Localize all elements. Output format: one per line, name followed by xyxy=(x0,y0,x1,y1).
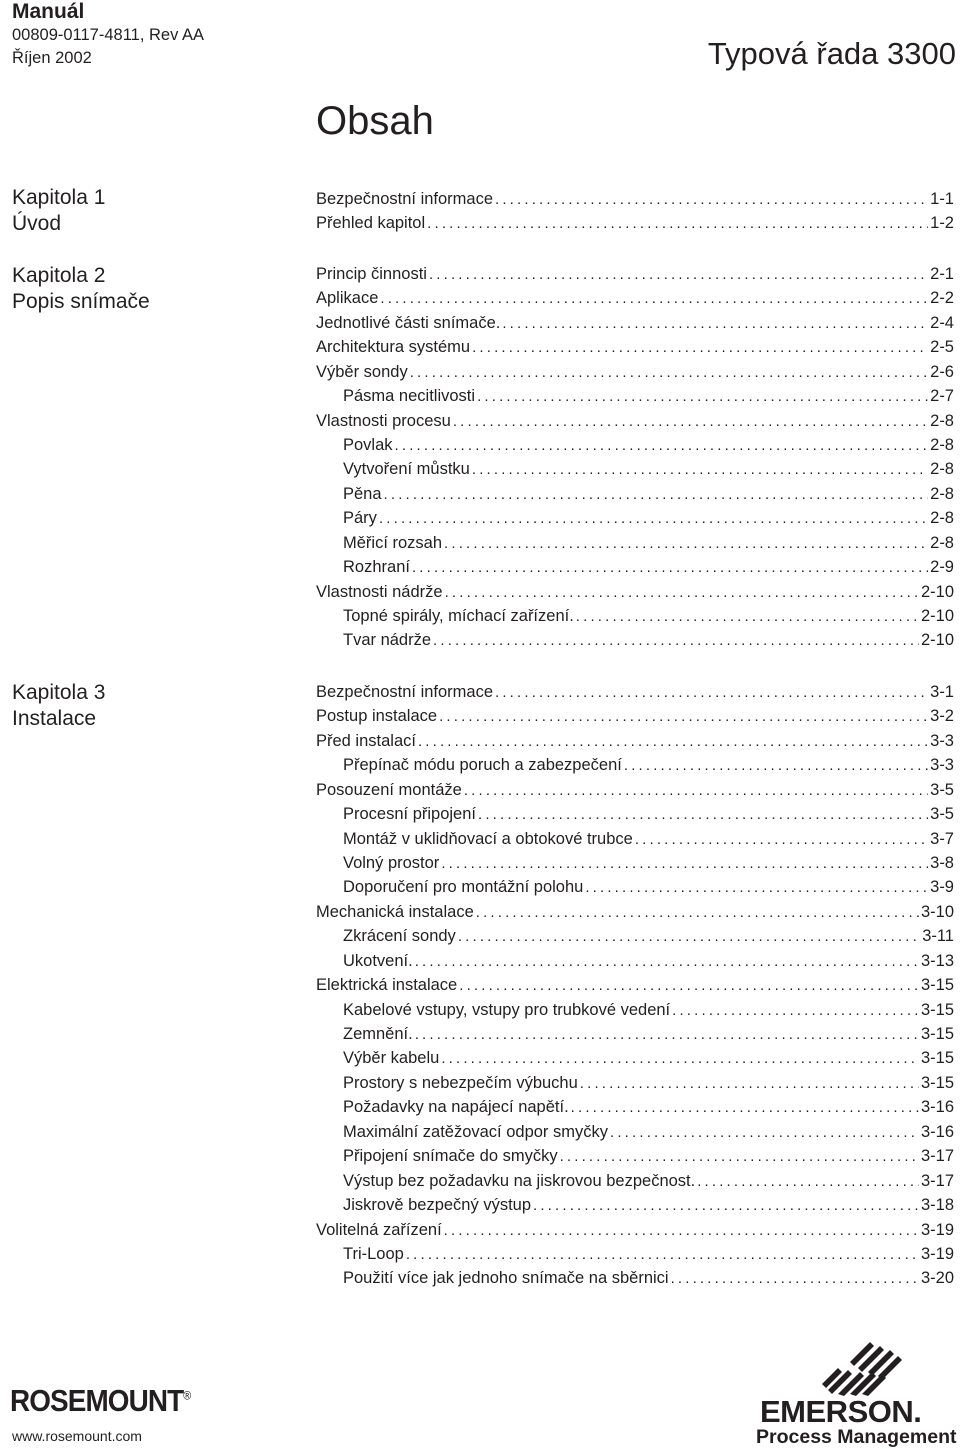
chapter-1-heading xyxy=(12,185,105,237)
toc-entry-title: Maximální zatěžovací odpor smyčky xyxy=(343,1122,609,1141)
chapter-2-name: Popis snímače xyxy=(12,290,150,313)
series-title: Typová řada 3300 xyxy=(707,36,956,71)
toc-entry-page: 2-2 xyxy=(930,289,954,308)
toc-entry-title: Použití více jak jednoho snímače na sběrnici xyxy=(343,1269,669,1288)
dot-leader xyxy=(472,336,928,359)
table-of-contents xyxy=(316,187,954,1291)
dot-leader xyxy=(415,1023,919,1046)
toc-entry[interactable] xyxy=(316,729,954,753)
dot-leader xyxy=(495,681,928,704)
toc-entry-page: 3-17 xyxy=(920,1171,954,1190)
dot-leader xyxy=(533,1194,919,1217)
dot-leader xyxy=(635,828,928,851)
dot-leader xyxy=(495,188,928,211)
dot-leader xyxy=(410,361,928,384)
toc-entry[interactable] xyxy=(316,531,954,555)
toc-entry[interactable] xyxy=(316,286,954,310)
dot-leader xyxy=(427,212,928,235)
toc-entry-title: Princip činnosti xyxy=(316,264,427,283)
rosemount-logo-text: ROSEMOUNT xyxy=(10,1383,184,1418)
toc-entry[interactable] xyxy=(316,482,954,506)
toc-entry[interactable] xyxy=(316,211,954,235)
toc-entry[interactable] xyxy=(316,384,954,408)
dot-leader xyxy=(433,629,919,652)
toc-entry[interactable] xyxy=(316,875,954,899)
toc-entry-title: Výběr sondy xyxy=(316,362,408,381)
chapter-2-heading xyxy=(12,263,150,315)
toc-entry-title: Montáž v uklidňovací a obtokové trubce xyxy=(343,829,633,848)
toc-entry-page: 2-10 xyxy=(920,582,954,601)
toc-entry-title: Postup instalace xyxy=(316,707,438,726)
toc-entry-page: 1-2 xyxy=(930,214,954,233)
toc-entry-title: Bezpečnostní informace xyxy=(316,682,494,701)
toc-entry-page: 3-5 xyxy=(930,805,954,824)
toc-entry-page: 2-5 xyxy=(930,338,954,357)
dot-leader xyxy=(671,1267,919,1290)
toc-entry-title: Povlak xyxy=(343,435,393,454)
dot-leader xyxy=(380,287,928,310)
dot-leader xyxy=(439,705,928,728)
document-header xyxy=(12,0,204,70)
toc-entry[interactable] xyxy=(316,704,954,728)
toc-entry[interactable] xyxy=(316,778,954,802)
toc-entry-page: 3-15 xyxy=(920,1049,954,1068)
toc-entry[interactable] xyxy=(316,580,954,604)
toc-entry-title: Požadavky na napájecí napětí. xyxy=(343,1098,569,1117)
toc-entry-page: 2-6 xyxy=(930,362,954,381)
toc-entry-title: Přehled kapitol xyxy=(316,214,426,233)
document-date: Říjen 2002 xyxy=(12,49,92,67)
website-link[interactable]: www.rosemount.com xyxy=(12,1428,142,1444)
toc-entry-page: 3-15 xyxy=(920,1000,954,1019)
toc-entry-title: Elektrická instalace xyxy=(316,976,458,995)
dot-leader xyxy=(445,581,919,604)
dot-leader xyxy=(429,263,928,286)
toc-entry-page: 3-16 xyxy=(920,1098,954,1117)
chapter-1-name: Úvod xyxy=(12,212,62,235)
toc-entry[interactable] xyxy=(316,827,954,851)
dot-leader xyxy=(478,803,928,826)
emerson-subtitle: Process Management xyxy=(756,1426,957,1448)
toc-entry[interactable] xyxy=(316,924,954,948)
toc-entry-title: Páry xyxy=(343,509,377,528)
toc-entry-title: Výběr kabelu xyxy=(343,1049,440,1068)
page-title: Obsah xyxy=(316,99,434,143)
toc-entry-page: 2-7 xyxy=(930,387,954,406)
dot-leader xyxy=(571,1096,919,1119)
toc-entry[interactable] xyxy=(316,1242,954,1266)
toc-entry[interactable] xyxy=(316,360,954,384)
toc-entry-page: 3-20 xyxy=(920,1269,954,1288)
toc-entry[interactable] xyxy=(316,1144,954,1168)
toc-entry[interactable] xyxy=(316,973,954,997)
toc-entry-page: 3-19 xyxy=(920,1244,954,1263)
dot-leader xyxy=(379,507,928,530)
emerson-emblem-icon xyxy=(820,1338,910,1396)
toc-entry[interactable] xyxy=(316,1266,954,1290)
toc-entry[interactable] xyxy=(316,802,954,826)
rosemount-logo xyxy=(10,1383,190,1419)
dot-leader xyxy=(560,1145,919,1168)
toc-entry-page: 2-1 xyxy=(930,264,954,283)
dot-leader xyxy=(476,901,919,924)
dot-leader xyxy=(585,876,928,899)
toc-entry-page: 3-17 xyxy=(920,1147,954,1166)
dot-leader xyxy=(412,556,928,579)
toc-entry[interactable] xyxy=(316,506,954,530)
dot-leader xyxy=(444,1219,919,1242)
toc-entry-page: 3-11 xyxy=(922,927,954,946)
toc-entry-page: 3-9 xyxy=(930,878,954,897)
toc-entry[interactable] xyxy=(316,1095,954,1119)
toc-entry-page: 2-10 xyxy=(920,607,954,625)
dot-leader xyxy=(453,410,928,433)
toc-entry-title: Architektura systému xyxy=(316,338,471,357)
toc-entry-title: Kabelové vstupy, vstupy pro trubkové vedení xyxy=(343,1000,671,1019)
dot-leader xyxy=(384,483,929,506)
toc-entry[interactable] xyxy=(316,555,954,579)
dot-leader xyxy=(459,974,919,997)
toc-entry-page: 3-1 xyxy=(930,682,954,701)
toc-entry[interactable] xyxy=(316,262,954,286)
dot-leader xyxy=(697,1170,919,1193)
toc-entry-title: Pěna xyxy=(343,484,382,503)
toc-entry-title: Topné spirály, míchací zařízení. xyxy=(343,607,574,625)
chapter-3-label: Kapitola 3 xyxy=(12,681,106,704)
chapter-3-name: Instalace xyxy=(12,707,97,730)
toc-entry-title: Mechanická instalace xyxy=(316,902,474,921)
chapter-gap xyxy=(316,653,954,680)
toc-entry[interactable] xyxy=(316,753,954,777)
dot-leader xyxy=(441,852,928,875)
toc-entry-title: Přepínač módu poruch a zabezpečení xyxy=(343,756,622,775)
emerson-name: EMERSON. xyxy=(760,1394,922,1429)
dot-leader xyxy=(444,532,928,555)
toc-entry-title: Jednotlivé části snímače. xyxy=(316,313,501,332)
toc-entry-title: Tri-Loop xyxy=(343,1244,404,1263)
toc-entry[interactable] xyxy=(316,851,954,875)
dot-leader xyxy=(580,1072,919,1095)
dot-leader xyxy=(610,1121,919,1144)
toc-entry-page: 1-1 xyxy=(930,190,954,208)
toc-entry-title: Pásma necitlivosti xyxy=(343,387,476,406)
chapter-gap xyxy=(316,236,954,262)
toc-entry[interactable] xyxy=(316,457,954,481)
dot-leader xyxy=(395,434,929,457)
dot-leader xyxy=(441,1047,919,1070)
toc-entry[interactable] xyxy=(316,433,954,457)
toc-entry-title: Volný prostor xyxy=(343,853,440,872)
toc-entry-page: 3-7 xyxy=(930,829,954,848)
toc-entry[interactable] xyxy=(316,1071,954,1095)
toc-entry[interactable] xyxy=(316,628,954,652)
dot-leader xyxy=(415,950,919,973)
toc-entry-page: 3-15 xyxy=(920,1025,954,1043)
dot-leader xyxy=(464,779,928,802)
toc-entry-page: 3-18 xyxy=(920,1196,954,1215)
toc-entry-title: Prostory s nebezpečím výbuchu xyxy=(343,1073,578,1092)
chapter-3-heading xyxy=(12,680,105,732)
toc-entry-title: Zkrácení sondy xyxy=(343,927,456,946)
toc-entry-page: 2-8 xyxy=(930,435,954,454)
toc-entry[interactable] xyxy=(316,1046,954,1070)
manual-label: Manuál xyxy=(12,0,85,23)
dot-leader xyxy=(477,385,928,408)
toc-entry-title: Tvar nádrže xyxy=(343,631,432,650)
toc-entry-title: Vlastnosti nádrže xyxy=(316,582,443,601)
toc-entry-title: Volitelná zařízení xyxy=(316,1220,442,1239)
toc-entry-page: 2-8 xyxy=(930,460,954,479)
toc-entry-page: 3-5 xyxy=(930,780,954,799)
toc-entry[interactable] xyxy=(316,311,954,335)
toc-entry-page: 2-10 xyxy=(920,631,954,650)
toc-entry-title: Rozhraní xyxy=(343,558,410,577)
toc-entry[interactable] xyxy=(316,1120,954,1144)
dot-leader xyxy=(672,999,919,1022)
toc-entry[interactable] xyxy=(316,335,954,359)
dot-leader xyxy=(502,312,928,335)
toc-entry-page: 3-13 xyxy=(920,951,954,970)
dot-leader xyxy=(458,925,920,948)
toc-entry-title: Před instalací xyxy=(316,731,416,750)
chapter-2-label: Kapitola 2 xyxy=(12,264,106,287)
toc-entry-page: 2-8 xyxy=(930,509,954,528)
toc-entry-title: Jiskrově bezpečný výstup xyxy=(343,1196,532,1215)
toc-entry-title: Ukotvení. xyxy=(343,951,413,970)
toc-entry-page: 3-3 xyxy=(930,756,954,775)
toc-entry-title: Doporučení pro montážní polohu xyxy=(343,878,584,897)
toc-entry-title: Vlastnosti procesu xyxy=(316,411,451,430)
toc-entry[interactable] xyxy=(316,998,954,1022)
toc-entry-title: Zemnění. xyxy=(343,1025,413,1043)
toc-entry[interactable] xyxy=(316,1193,954,1217)
dot-leader xyxy=(472,458,928,481)
toc-entry-page: 2-8 xyxy=(930,484,954,503)
emerson-logo xyxy=(756,1340,956,1448)
document-number: 00809-0117-4811, Rev AA xyxy=(12,26,205,44)
toc-entry-page: 2-9 xyxy=(930,558,954,577)
dot-leader xyxy=(406,1243,919,1266)
toc-entry[interactable] xyxy=(316,1022,954,1046)
chapter-1-label: Kapitola 1 xyxy=(12,186,106,209)
toc-entry-title: Procesní připojení xyxy=(343,805,476,824)
toc-entry-page: 2-8 xyxy=(930,411,954,430)
toc-entry[interactable] xyxy=(316,1218,954,1242)
toc-entry-title: Výstup bez požadavku na jiskrovou bezpečnost. xyxy=(343,1171,696,1190)
toc-entry[interactable] xyxy=(316,949,954,973)
registered-mark: ® xyxy=(183,1388,191,1403)
toc-entry-title: Aplikace xyxy=(316,289,379,308)
toc-entry[interactable] xyxy=(316,1169,954,1193)
dot-leader xyxy=(418,730,928,753)
dot-leader xyxy=(576,605,919,628)
toc-entry-title: Vytvoření můstku xyxy=(343,460,470,479)
toc-entry-page: 3-10 xyxy=(920,902,954,921)
toc-entry-page: 3-19 xyxy=(920,1220,954,1239)
toc-entry-page: 2-4 xyxy=(930,313,954,332)
toc-entry-title: Měřicí rozsah xyxy=(343,533,443,552)
toc-entry-page: 3-3 xyxy=(930,731,954,750)
toc-entry[interactable] xyxy=(316,409,954,433)
toc-entry-page: 3-16 xyxy=(920,1122,954,1141)
toc-entry-title: Posouzení montáže xyxy=(316,780,462,799)
toc-entry[interactable] xyxy=(316,604,954,628)
toc-entry[interactable] xyxy=(316,187,954,211)
toc-entry-page: 3-15 xyxy=(920,1073,954,1092)
toc-entry[interactable] xyxy=(316,680,954,704)
toc-entry-page: 3-8 xyxy=(930,853,954,872)
toc-entry[interactable] xyxy=(316,900,954,924)
toc-entry-page: 3-15 xyxy=(920,976,954,995)
toc-entry-title: Bezpečnostní informace xyxy=(316,190,494,208)
toc-entry-title: Připojení snímače do smyčky xyxy=(343,1147,558,1166)
toc-entry-page: 2-8 xyxy=(930,533,954,552)
dot-leader xyxy=(624,754,928,777)
toc-entry-page: 3-2 xyxy=(930,707,954,726)
